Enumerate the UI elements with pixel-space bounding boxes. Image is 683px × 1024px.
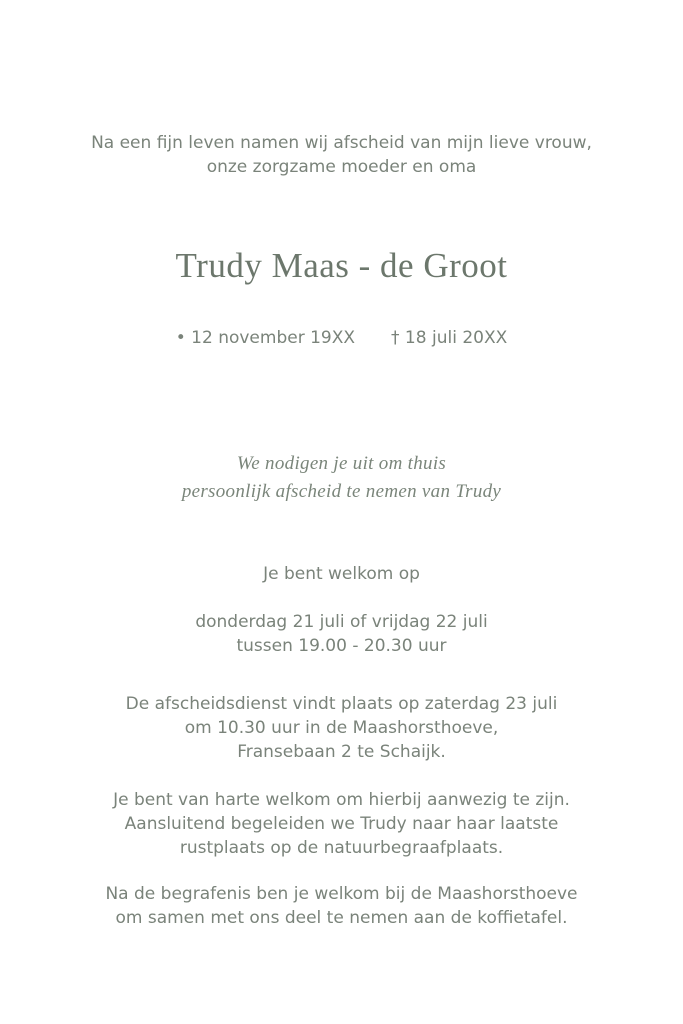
death-date: † 18 juli 20XX	[391, 328, 508, 348]
burial-line: Je bent van harte welkom om hierbij aanwezig te zijn.	[113, 790, 570, 810]
service-line: om 10.30 uur in de Maashorsthoeve,	[184, 718, 499, 738]
visit-line: donderdag 21 juli of vrijdag 22 juli	[195, 612, 488, 632]
intro-text	[0, 131, 683, 179]
coffee-info	[0, 882, 683, 930]
invitation-line: We nodigen je uit om thuis	[236, 453, 447, 474]
visit-times	[0, 610, 683, 658]
burial-info	[0, 788, 683, 860]
burial-line: Aansluitend begeleiden we Trudy naar haar laatste	[124, 814, 559, 834]
visit-line: tussen 19.00 - 20.30 uur	[236, 636, 447, 656]
invitation-text	[0, 450, 683, 506]
intro-line: onze zorgzame moeder en oma	[206, 157, 477, 177]
invitation-line: persoonlijk afscheid te nemen van Trudy	[181, 481, 502, 502]
coffee-line: Na de begrafenis ben je welkom bij de Maashorsthoeve	[105, 884, 578, 904]
birth-date: • 12 november 19XX	[175, 328, 356, 348]
coffee-line: om samen met ons deel te nemen aan de koffietafel.	[115, 908, 568, 928]
service-line: Fransebaan 2 te Schaijk.	[237, 742, 446, 762]
service-line: De afscheidsdienst vindt plaats op zaterdag 23 juli	[125, 694, 558, 714]
intro-line: Na een fijn leven namen wij afscheid van mijn lieve vrouw,	[91, 133, 592, 153]
life-dates	[0, 326, 683, 350]
burial-line: rustplaats op de natuurbegraafplaats.	[179, 838, 504, 858]
service-info	[0, 692, 683, 764]
welcome-heading: Je bent welkom op	[263, 564, 420, 584]
deceased-name: Trudy Maas - de Groot	[175, 246, 508, 285]
